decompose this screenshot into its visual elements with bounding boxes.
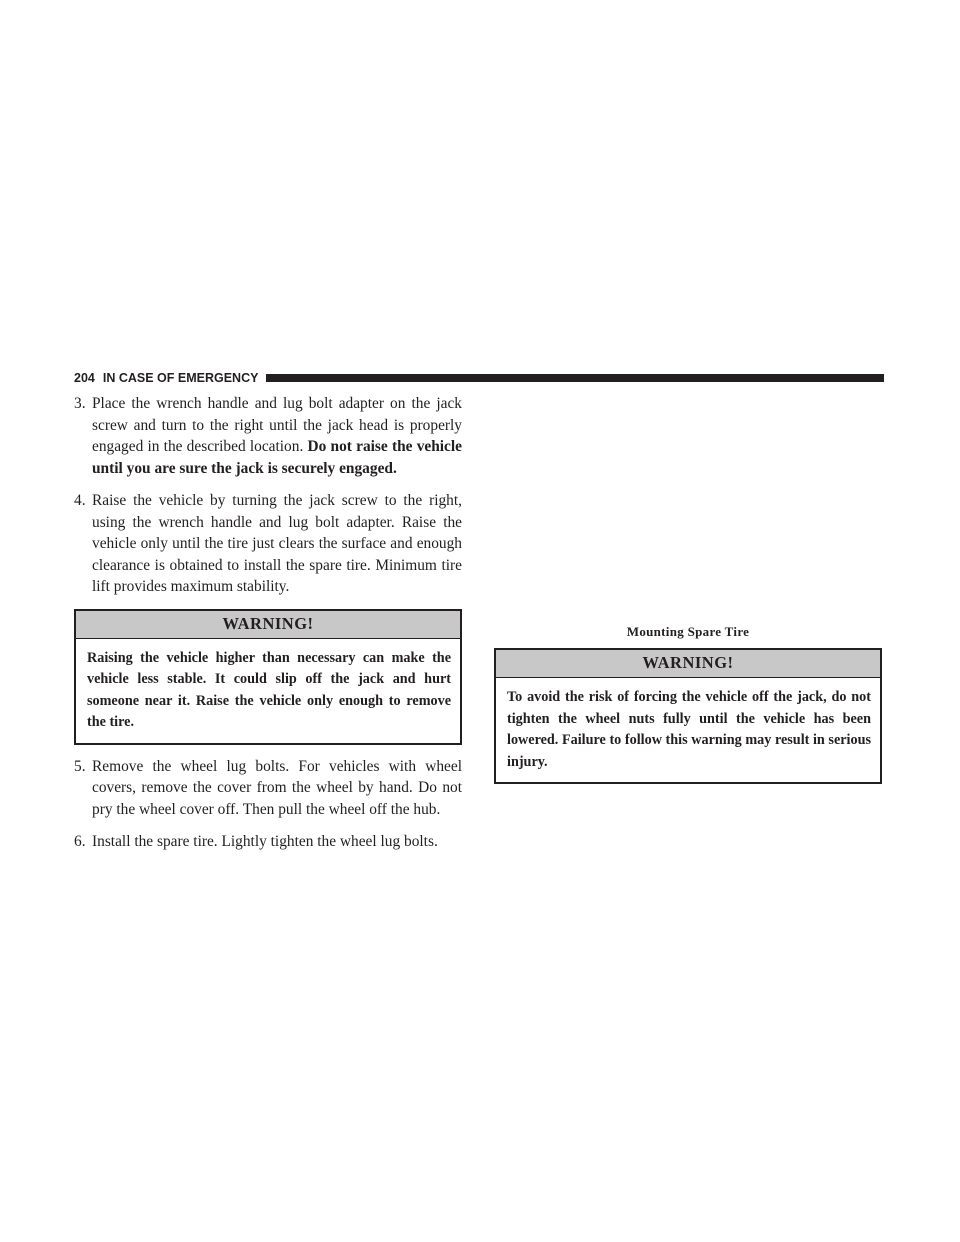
- figure-placeholder: [494, 393, 882, 621]
- step-5: [74, 756, 462, 821]
- warning-body: To avoid the risk of forcing the vehicle off the jack, do not tighten the wheel nuts fully until the vehicle has been lowered. Failure to follow this warning may result in serious injury.: [507, 689, 871, 770]
- warning-title: WARNING!: [76, 611, 460, 639]
- step-3: [74, 393, 462, 479]
- section-title: IN CASE OF EMERGENCY: [102, 371, 259, 385]
- step-4: [74, 490, 462, 598]
- step-5-text: Remove the wheel lug bolts. For vehicles with wheel covers, remove the cover from the wheel by hand. Do not pry the wheel cover off. Then pull the wheel off the hub.: [92, 757, 462, 818]
- step-text: [92, 393, 462, 479]
- step-number: 6.: [74, 833, 86, 850]
- header-rule: [266, 374, 884, 382]
- left-column: [74, 393, 462, 864]
- step-number: 3.: [74, 395, 86, 412]
- warning-body: Raising the vehicle higher than necessary can make the vehicle less stable. It could slip off the jack and hurt someone near it. Raise the vehicle only enough to remove the tire.: [87, 649, 451, 730]
- step-number: 5.: [74, 757, 86, 775]
- warning-title: WARNING!: [496, 650, 880, 678]
- warning-box-lift: [74, 609, 462, 745]
- step-3-text: Place the wrench handle and lug bolt adapter on the jack screw and turn to the right until the jack head is properly engaged in the described location.: [92, 395, 462, 455]
- warning-box-lug-nuts: [494, 648, 882, 784]
- right-column: [494, 393, 882, 795]
- step-6-text: Install the spare tire. Lightly tighten the wheel lug bolts.: [92, 833, 438, 850]
- page-number: 204: [74, 371, 95, 385]
- step-4-text: Raise the vehicle by turning the jack screw to the right, using the wrench handle and lug bolt adapter. Raise the vehicle only until the tire just clears the surface and enough clearance is obtained to install the spare tire. Minimum tire lift provides maximum stability.: [92, 492, 462, 595]
- step-3-emphasis: Do not raise the vehicle until you are sure the jack is securely engaged.: [92, 438, 462, 477]
- figure-caption: Mounting Spare Tire: [626, 624, 750, 639]
- step-number: 4.: [74, 492, 86, 509]
- step-6: [74, 831, 462, 853]
- page-header: [74, 370, 884, 386]
